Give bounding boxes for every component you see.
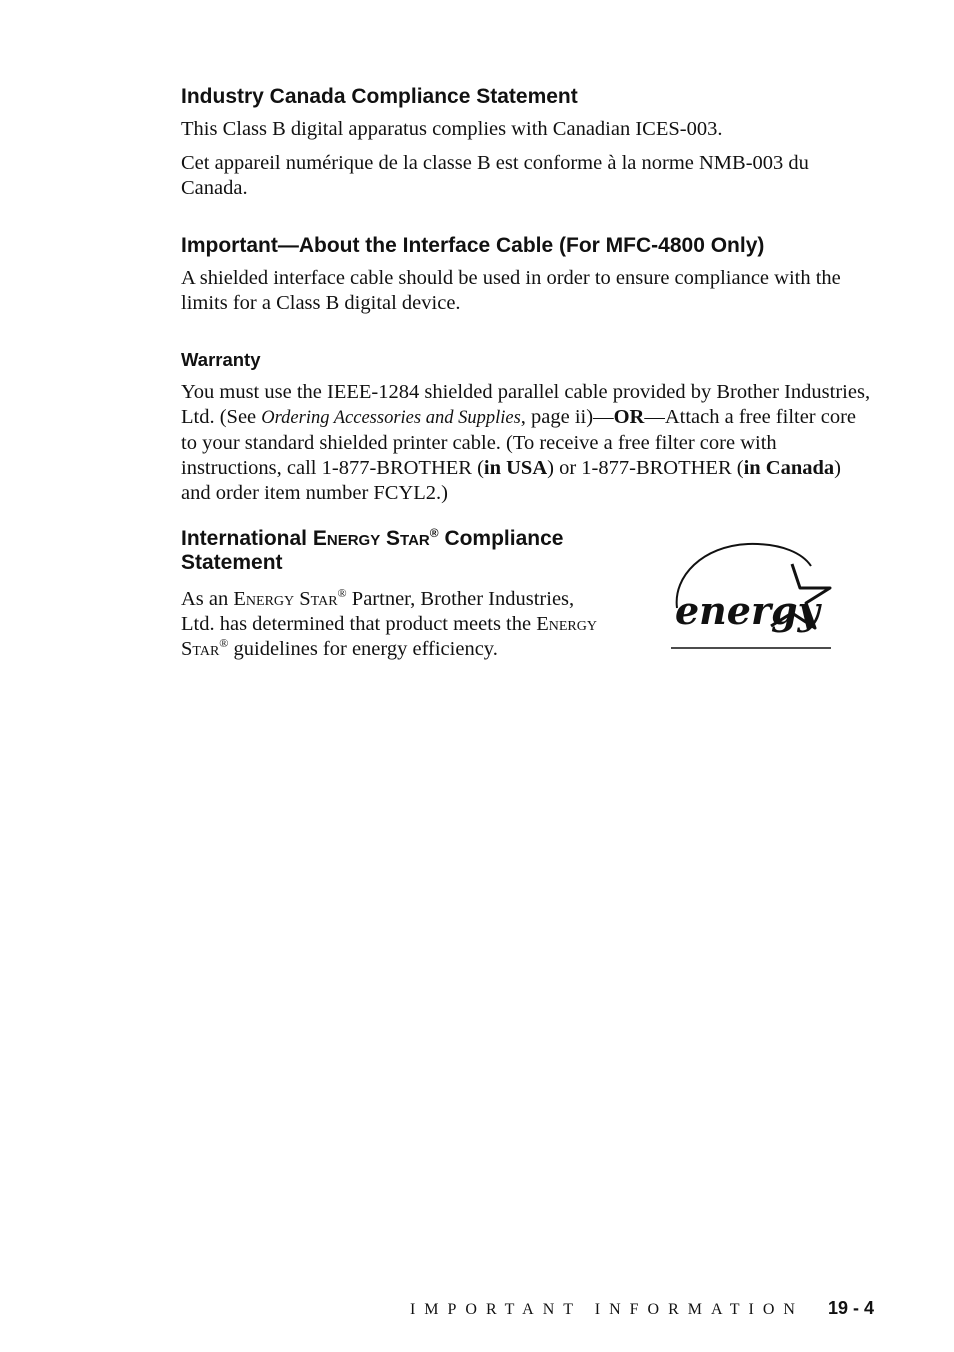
- heading-interface-cable: Important—About the Interface Cable (For MFC-4800 Only): [181, 234, 765, 257]
- paragraph-interface-cable: A shielded interface cable should be used in order to ensure compliance with the limits for a Class B digital device.: [181, 267, 841, 314]
- energy-logo-word: energy: [675, 588, 820, 633]
- heading-industry-canada: Industry Canada Compliance Statement: [181, 85, 578, 108]
- warranty-text-4: ) or 1-877-BROTHER (: [547, 457, 744, 479]
- paragraph-energy-star: [181, 587, 611, 662]
- warranty-or: OR: [613, 406, 645, 428]
- warranty-text-1: You must use the IEEE-1284 shielded parallel cable provided by Brother Industries, Ltd. (See: [181, 381, 871, 428]
- energy-text-3: guidelines for energy efficiency.: [228, 638, 498, 660]
- energy-text-1: As an: [181, 588, 234, 610]
- energy-heading-brand: Energy Star: [312, 527, 430, 550]
- energy-heading-part-a: International: [181, 527, 313, 550]
- footer-page-number: 19 - 4: [827, 1298, 874, 1318]
- warranty-text-3: —Attach a free filter core to your standard shielded printer cable. (To receive a free filter core with instructions, call 1-877-BROTHER (: [181, 406, 857, 479]
- energy-heading-registered: ®: [429, 526, 439, 540]
- energy-text-2: Partner, Brother Industries, Ltd. has determined that product meets the: [181, 588, 575, 635]
- heading-energy-star: [181, 527, 621, 575]
- warranty-text-2: , page ii)—: [520, 406, 614, 428]
- paragraph-canada-french: Cet appareil numérique de la classe B est conforme à la norme NMB-003 du Canada.: [181, 152, 809, 199]
- energy-brand-1: Energy Star: [233, 588, 338, 610]
- paragraph-warranty: [181, 380, 874, 506]
- footer-section-title: IMPORTANT INFORMATION: [409, 1301, 804, 1318]
- energy-registered-1: ®: [337, 586, 347, 601]
- warranty-in-usa: in USA: [483, 457, 548, 479]
- energy-registered-2: ®: [219, 636, 229, 651]
- warranty-in-canada: in Canada: [743, 457, 835, 479]
- energy-heading-part-b: Compliance Statement: [181, 527, 564, 574]
- warranty-text-5: ) and order item number FCYL2.): [181, 457, 841, 504]
- page-footer: [410, 1298, 874, 1319]
- warranty-reference: Ordering Accessories and Supplies: [261, 408, 521, 428]
- paragraph-canada-english: This Class B digital apparatus complies with Canadian ICES-003.: [181, 118, 723, 140]
- energy-star-logo-icon: [663, 536, 838, 654]
- heading-warranty: Warranty: [181, 349, 261, 370]
- energy-brand-2: Energy Star: [181, 613, 597, 660]
